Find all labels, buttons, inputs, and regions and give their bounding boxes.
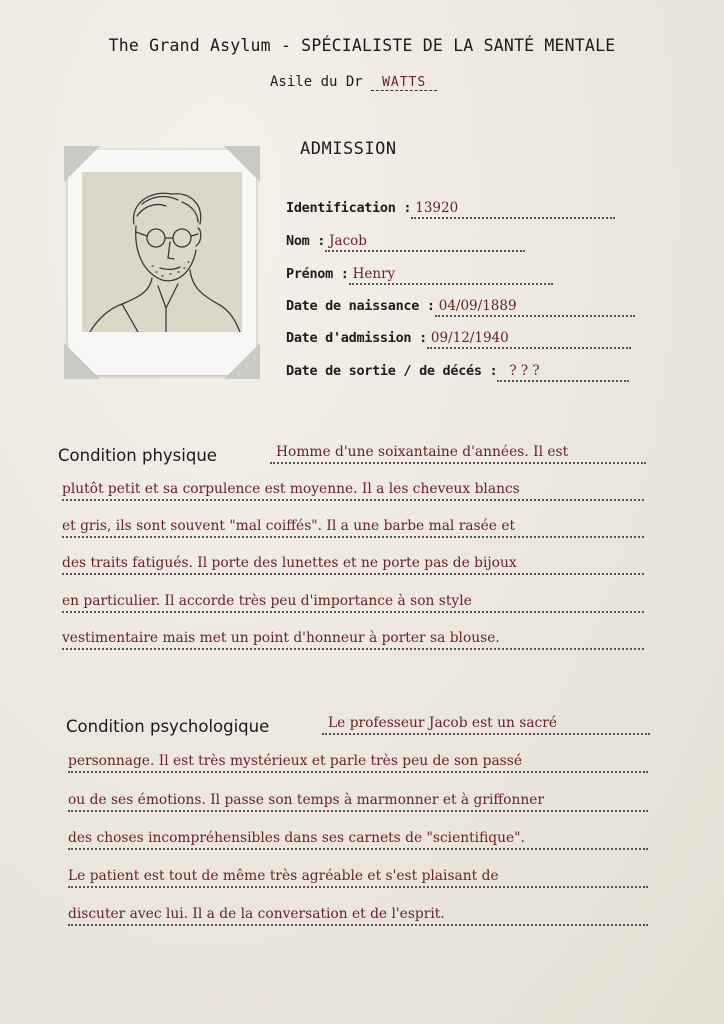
patient-portrait bbox=[82, 172, 242, 332]
field-date-sortie bbox=[286, 363, 629, 382]
section-title: ADMISSION bbox=[300, 139, 397, 159]
doctor-label: Asile du Dr bbox=[270, 74, 363, 90]
text-line: vestimentaire mais met un point d'honneur à porter sa blouse. bbox=[62, 630, 644, 650]
page-title: The Grand Asylum - SPÉCIALISTE DE LA SANTÉ MENTALE bbox=[108, 36, 616, 55]
text-line: des choses incompréhensibles dans ses carnets de "scientifique". bbox=[68, 830, 648, 850]
field-date-naissance bbox=[286, 298, 635, 317]
text-line: Homme d'une soixantaine d'années. Il est bbox=[270, 444, 646, 464]
field-nom bbox=[286, 233, 525, 252]
field-prenom bbox=[286, 266, 553, 285]
text-line: en particulier. Il accorde très peu d'importance à son style bbox=[62, 593, 644, 613]
field-value: 13920 bbox=[411, 200, 615, 219]
text-line: Le professeur Jacob est un sacré bbox=[322, 715, 650, 735]
portrait-sketch-icon bbox=[82, 172, 242, 332]
patient-photo bbox=[68, 150, 256, 375]
field-label: Prénom : bbox=[286, 266, 349, 282]
field-label: Date d'admission : bbox=[286, 330, 427, 346]
text-line: personnage. Il est très mystérieux et parle très peu de son passé bbox=[68, 753, 648, 773]
photo-corner bbox=[64, 343, 100, 379]
psychological-condition-label: Condition psychologique bbox=[66, 717, 270, 736]
field-identification bbox=[286, 200, 615, 219]
field-label: Date de naissance : bbox=[286, 298, 435, 314]
text-line: et gris, ils sont souvent "mal coiffés". Il a une barbe mal rasée et bbox=[62, 518, 644, 538]
field-value: Jacob bbox=[325, 233, 525, 252]
text-line: discuter avec lui. Il a de la conversation et de l'esprit. bbox=[68, 906, 648, 926]
field-label: Date de sortie / de décés : bbox=[286, 363, 498, 379]
doctor-line bbox=[270, 74, 437, 91]
field-value: ? ? ? bbox=[497, 363, 629, 382]
text-line: Le patient est tout de même très agréable et s'est plaisant de bbox=[68, 868, 648, 888]
text-line: ou de ses émotions. Il passe son temps à marmonner et à griffonner bbox=[68, 792, 648, 812]
photo-corner bbox=[224, 343, 260, 379]
field-label: Nom : bbox=[286, 233, 326, 249]
field-value: Henry bbox=[349, 266, 553, 285]
field-value: 09/12/1940 bbox=[427, 330, 631, 349]
doctor-name: WATTS bbox=[371, 75, 437, 91]
field-label: Identification : bbox=[286, 200, 412, 216]
field-date-admission bbox=[286, 330, 631, 349]
physical-condition-label: Condition physique bbox=[58, 446, 217, 465]
text-line: des traits fatigués. Il porte des lunettes et ne porte pas de bijoux bbox=[62, 555, 644, 575]
field-value: 04/09/1889 bbox=[435, 298, 635, 317]
text-line: plutôt petit et sa corpulence est moyenne. Il a les cheveux blancs bbox=[62, 481, 644, 501]
